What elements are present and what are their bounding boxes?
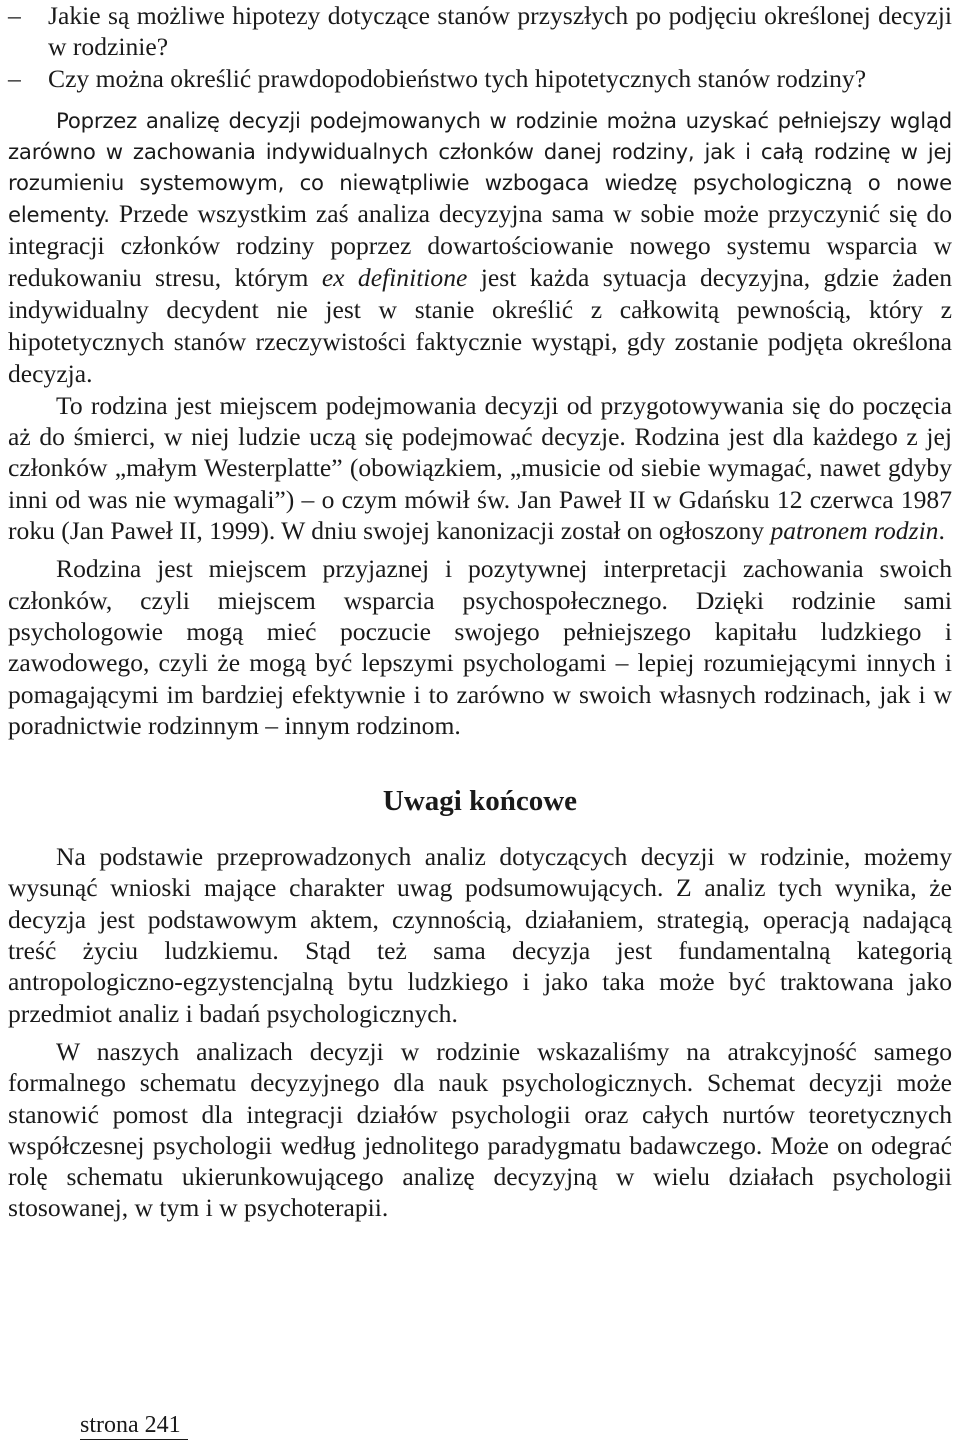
- question-item: [8, 63, 952, 94]
- intro-paragraph-text: Poprzez analizę decyzji podejmowanych w rodzinie można uzyskać pełniejszy wgląd zarówno w zachowania indywidualnych członków danej rodziny, jak i całą rodzinę w jej rozumieniu systemowym, co niewątpliwie wzbogaca wiedzę psychologiczną o nowe elementy.: [8, 107, 952, 227]
- paragraph-2: [8, 390, 952, 546]
- paragraph-1-lead: Przede wszystkim zaś analiza decyzyjna sama w sobie może przyczynić się do integracji członków rodziny poprzez dowartościowanie nowego systemu wsparcia w redukowaniu stresu, którym: [8, 198, 952, 292]
- intro-paragraph: [8, 105, 952, 390]
- paragraph-1-italic: ex definitione: [321, 262, 468, 292]
- section-title: Uwagi końcowe: [382, 785, 578, 818]
- conclusion-section: [8, 841, 952, 1224]
- footer-rule: [80, 1439, 188, 1440]
- body-section: [8, 105, 952, 741]
- question-text: Czy można określić prawdopodobieństwo tych hipotetycznych stanów rodziny?: [48, 63, 867, 93]
- question-text: Jakie są możliwe hipotezy dotyczące stanów przyszłych po podjęciu określonej decyzji w rodzinie?: [48, 1, 952, 62]
- question-item: [8, 0, 952, 63]
- paragraph-1-tail: jest każda sytuacja decyzyjna, gdzie żaden indywidualny decydent nie jest w stanie określić z całkowitą pewnością, który z hipotetycznych stanów rzeczywistości faktycznie wystąpi, gdy zostanie podjęta określona decyzja.: [8, 262, 952, 388]
- page-body: [8, 0, 952, 1224]
- paragraph-3: Rodzina jest miejscem przyjaznej i pozytywnej interpretacji zachowania swoich członków, czyli miejscem wsparcia psychospołecznego. Dzięki rodzinie sami psychologowie mogą mieć poczucie swojego pełniejszego kapitału ludzkiego i zawodowego, czyli że mogą być lepszymi psychologami – lepiej rozumiejącymi innych i pomagającymi im bardziej efektywnie i to zarówno w swoich własnych rodzinach, jak i w poradnictwie rodzinnym – innym rodzinom.: [8, 554, 952, 740]
- question-list: [8, 0, 952, 94]
- paragraph-2-lead: To rodzina jest miejscem podejmowania decyzji od przygotowywania się do poczęcia aż do śmierci, w niej ludzie uczą się podejmować decyzje. Rodzina jest dla każdego z jej członków „małym Westerplatte” (obowiązkiem, „musicie od siebie wymagać, nawet gdyby inni od was nie wymagali”) – o czym mówił św. Jan Paweł II w Gdańsku 12 czerwca 1987 roku (Jan Paweł II, 1999). W dniu swojej kanonizacji został on ogłoszony: [8, 390, 952, 546]
- paragraph-2-italic: patronem rodzin: [770, 516, 939, 546]
- conclusion-paragraph-2: W naszych analizach decyzji w rodzinie wskazaliśmy na atrakcyjność samego formalnego schematu decyzyjnego dla nauk psychologicznych. Schemat decyzji może stanowić pomost dla integracji działów psychologii oraz całych nurtów teoretycznych współczesnej psychologii według jednolitego paradygmatu badawczego. Może on odegrać rolę schematu ukierunkowującego analizę decyzyjną w wielu działach psychologii stosowanej, w tym i w psychoterapii.: [8, 1036, 952, 1223]
- page-number: strona 241: [80, 1412, 181, 1438]
- conclusion-paragraph-1: Na podstawie przeprowadzonych analiz dotyczących decyzji w rodzinie, możemy wysunąć wnioski mające charakter uwag podsumowujących. Z analiz tych wynika, że decyzja jest podstawowym aktem, czynnością, działaniem, strategią, operacją nadającą treść życiu ludzkiemu. Stąd też sama decyzja jest fundamentalną kategorią antropologiczno-egzystencjalną bytu ludzkiego i jako taka może być traktowana jako przedmiot analiz i badań psychologicznych.: [8, 842, 952, 1028]
- paragraph-2-tail: .: [938, 516, 945, 546]
